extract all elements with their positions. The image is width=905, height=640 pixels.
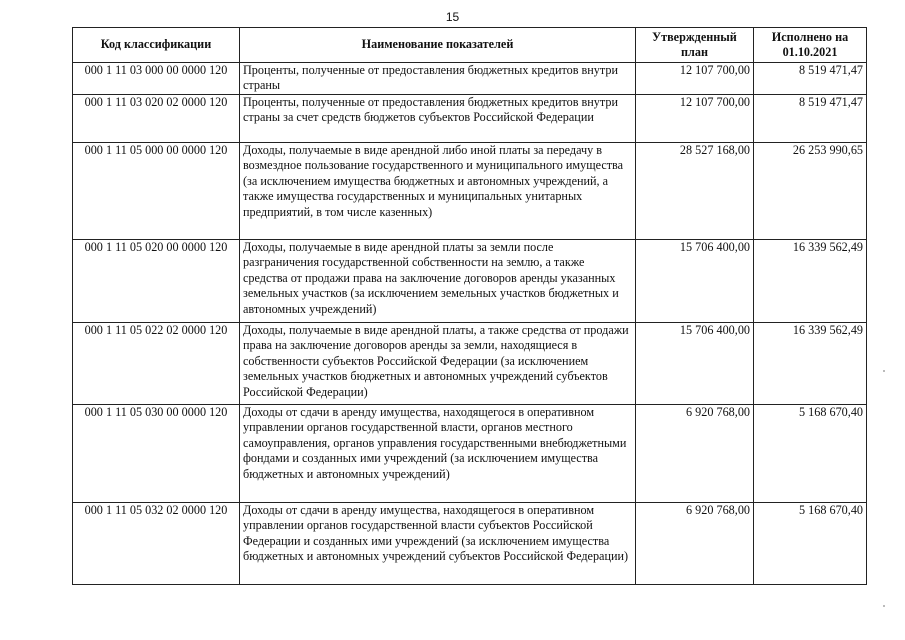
row-name: Доходы, получаемые в виде арендной платы за земли после разграничения государственной собственности на землю, а также средства от продажи права на заключение договоров аренды указанных земельных участков (за исключением земельных участков бюджетных и автономных учреждений) xyxy=(240,240,636,323)
header-plan: Утвержденный план xyxy=(636,28,754,63)
row-name: Доходы, получаемые в виде арендной платы, а также средства от продажи права на заключение договоров аренды за земли, находящиеся в собственности субъектов Российской Федерации (за исключением земельных участков бюджетных и автономных учреждений субъектов Российской Федерации) xyxy=(240,323,636,405)
table-row xyxy=(73,95,867,143)
row-name: Доходы, получаемые в виде арендной либо иной платы за передачу в возмездное пользование государственного и муниципального имущества (за исключением имущества бюджетных и автономных учреждений, а также имущества государственных и муниципальных унитарных предприятий, в том числе казенных) xyxy=(240,143,636,240)
scan-speck xyxy=(883,605,885,607)
row-plan: 6 920 768,00 xyxy=(636,405,754,503)
table-row xyxy=(73,503,867,585)
header-name: Наименование показателей xyxy=(240,28,636,63)
table-header-row xyxy=(73,28,867,63)
budget-table xyxy=(72,27,867,585)
header-code: Код классификации xyxy=(73,28,240,63)
row-code: 000 1 11 05 032 02 0000 120 xyxy=(73,503,240,585)
scan-speck xyxy=(883,370,885,372)
row-done: 5 168 670,40 xyxy=(754,503,867,585)
row-code: 000 1 11 03 000 00 0000 120 xyxy=(73,63,240,95)
row-plan: 28 527 168,00 xyxy=(636,143,754,240)
table-row xyxy=(73,323,867,405)
row-code: 000 1 11 05 030 00 0000 120 xyxy=(73,405,240,503)
page-number: 15 xyxy=(445,10,460,24)
row-done: 26 253 990,65 xyxy=(754,143,867,240)
row-name: Проценты, полученные от предоставления бюджетных кредитов внутри страны xyxy=(240,63,636,95)
row-code: 000 1 11 03 020 02 0000 120 xyxy=(73,95,240,143)
row-done: 8 519 471,47 xyxy=(754,95,867,143)
row-name: Доходы от сдачи в аренду имущества, находящегося в оперативном управлении органов государственной власти субъектов Российской Федерации и созданных ими учреждений (за исключением имущества бюджетных и автономных учреждений субъектов Российской Федерации) xyxy=(240,503,636,585)
row-plan: 12 107 700,00 xyxy=(636,95,754,143)
row-plan: 12 107 700,00 xyxy=(636,63,754,95)
row-done: 5 168 670,40 xyxy=(754,405,867,503)
row-code: 000 1 11 05 020 00 0000 120 xyxy=(73,240,240,323)
table-row xyxy=(73,240,867,323)
row-plan: 15 706 400,00 xyxy=(636,240,754,323)
row-done: 8 519 471,47 xyxy=(754,63,867,95)
row-plan: 6 920 768,00 xyxy=(636,503,754,585)
row-name: Доходы от сдачи в аренду имущества, находящегося в оперативном управлении органов государственной власти, органов местного самоуправления, органов управления государственными внебюджетными фондами и созданных ими учреждений (за исключением имущества бюджетных и автономных учреждений) xyxy=(240,405,636,503)
table-row xyxy=(73,143,867,240)
row-code: 000 1 11 05 000 00 0000 120 xyxy=(73,143,240,240)
table-row xyxy=(73,405,867,503)
row-name: Проценты, полученные от предоставления бюджетных кредитов внутри страны за счет средств бюджетов субъектов Российской Федерации xyxy=(240,95,636,143)
row-done: 16 339 562,49 xyxy=(754,323,867,405)
row-plan: 15 706 400,00 xyxy=(636,323,754,405)
header-done: Исполнено на 01.10.2021 xyxy=(754,28,867,63)
row-done: 16 339 562,49 xyxy=(754,240,867,323)
table-row xyxy=(73,63,867,95)
row-code: 000 1 11 05 022 02 0000 120 xyxy=(73,323,240,405)
